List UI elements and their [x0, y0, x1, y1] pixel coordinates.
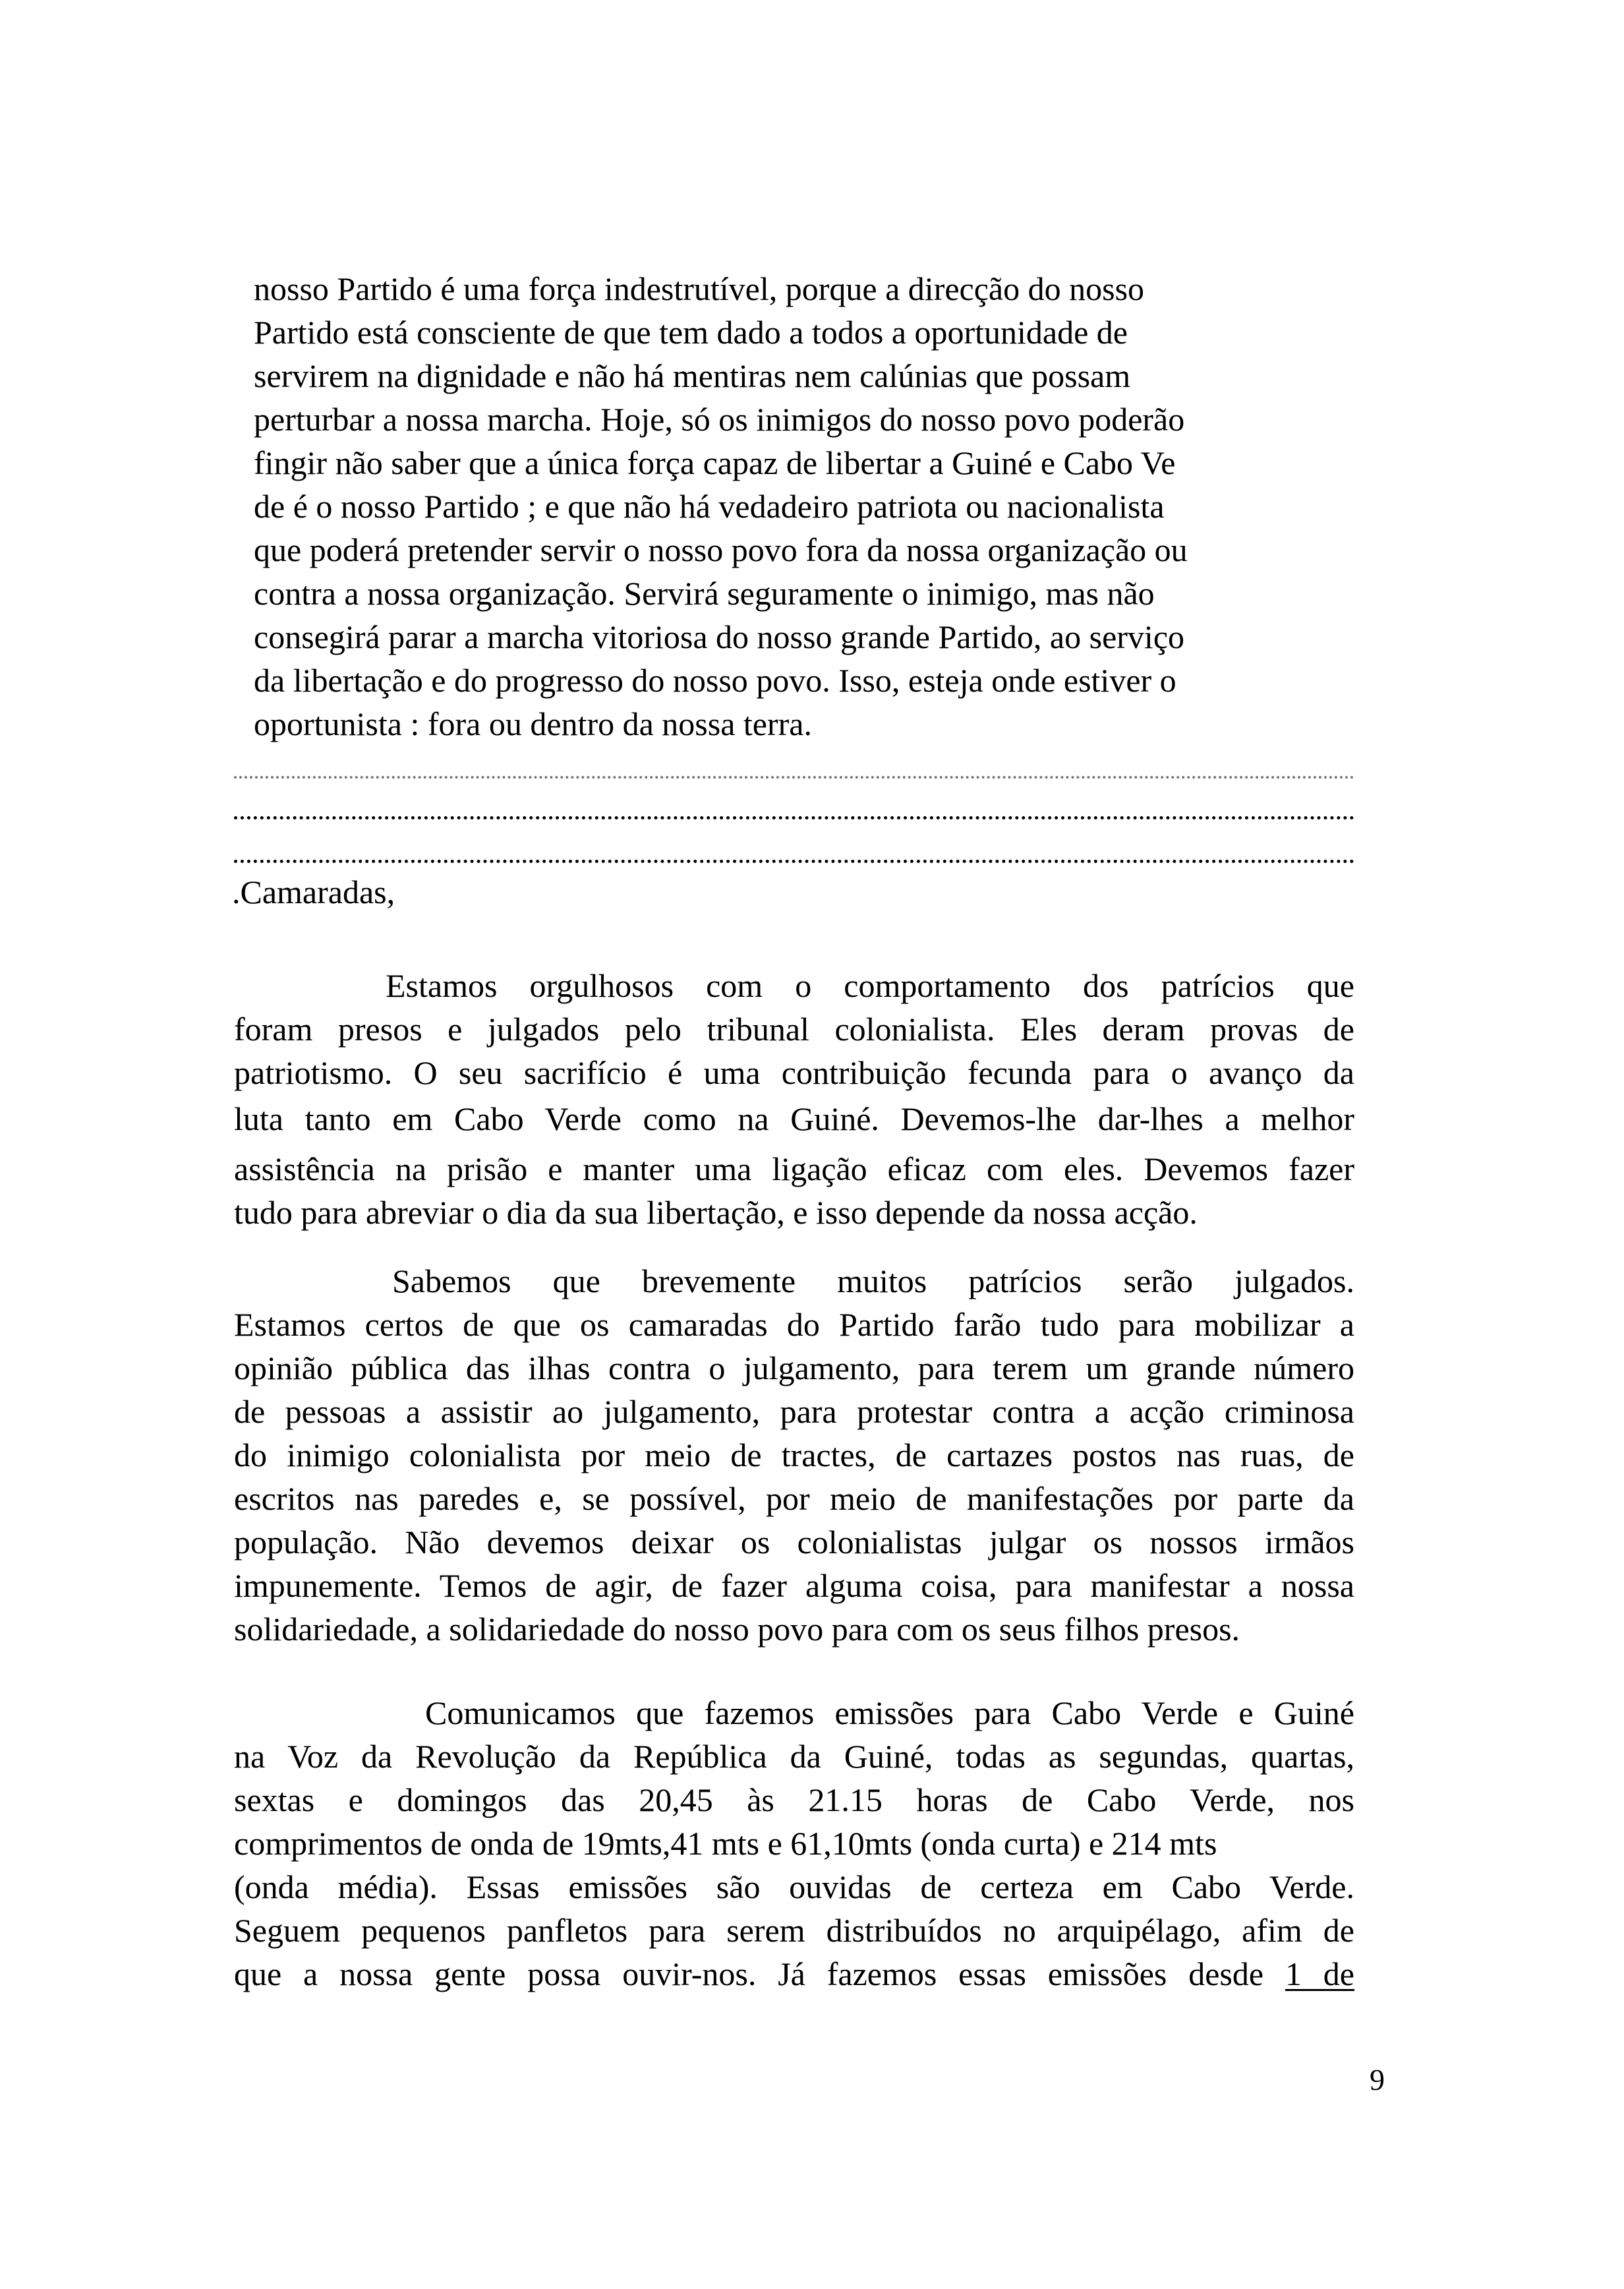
text-line: Sabemos que brevemente muitos patrícios serão julgados.: [392, 1263, 1354, 1299]
page-number: 9: [1370, 2063, 1385, 2096]
dotted-separator: [234, 776, 1354, 783]
text-line: consegirá parar a marcha vitoriosa do nosso grande Partido, ao serviço: [254, 618, 1185, 655]
dotted-separator: [234, 860, 1354, 867]
text-line: de pessoas a assistir ao julgamento, para protestar contra a acção criminosa: [234, 1393, 1354, 1430]
text-line: da libertação e do progresso do nosso povo. Isso, esteja onde estiver o: [254, 662, 1176, 699]
text-line: servirem na dignidade e não há mentiras nem calúnias que possam: [254, 357, 1131, 394]
text-line: fingir não saber que a única força capaz de libertar a Guiné e Cabo Ve: [254, 444, 1176, 481]
text-line: Seguem pequenos panfletos para serem distribuídos no arquipélago, afim de: [234, 1912, 1354, 1949]
text-line: Estamos orgulhosos com o comportamento dos patrícios que: [386, 967, 1354, 1004]
salutation: .Camaradas,: [232, 874, 395, 910]
text-line: sextas e domingos das 20,45 às 21.15 horas de Cabo Verde, nos: [234, 1781, 1354, 1818]
text-line: (onda média). Essas emissões são ouvidas de certeza em Cabo Verde.: [234, 1868, 1354, 1905]
text-line: solidariedade, a solidariedade do nosso povo para com os seus filhos presos.: [234, 1611, 1240, 1648]
text-line: Estamos certos de que os camaradas do Partido farão tudo para mobilizar a: [234, 1306, 1354, 1343]
text-line: foram presos e julgados pelo tribunal colonialista. Eles deram provas de: [234, 1011, 1354, 1048]
text-line: [234, 1952, 1354, 1996]
text-line: assistência na prisão e manter uma ligação eficaz com eles. Devemos fazer: [234, 1150, 1354, 1187]
text-line: impunemente. Temos de agir, de fazer alguma coisa, para manifestar a nossa: [234, 1567, 1354, 1604]
text-line: nosso Partido é uma força indestrutível, porque a direcção do nosso: [254, 270, 1145, 307]
text-line: Comunicamos que fazemos emissões para Cabo Verde e Guiné: [425, 1694, 1354, 1731]
text-line: Partido está consciente de que tem dado a todos a oportunidade de: [254, 314, 1128, 351]
text-line: opinião pública das ilhas contra o julgamento, para terem um grande número: [234, 1350, 1354, 1386]
text-line: que poderá pretender servir o nosso povo fora da nossa organização ou: [254, 531, 1188, 568]
dotted-separator: [234, 816, 1354, 823]
text-line: escritos nas paredes e, se possível, por meio de manifestações por parte da: [234, 1480, 1354, 1517]
text-fragment: que a nossa gente possa ouvir-nos. Já fazemos essas emissões desde: [234, 1955, 1285, 1992]
text-line: do inimigo colonialista por meio de tractes, de cartazes postos nas ruas, de: [234, 1437, 1354, 1473]
text-line: de é o nosso Partido ; e que não há vedadeiro patriota ou nacionalista: [254, 488, 1165, 525]
text-line: perturbar a nossa marcha. Hoje, só os inimigos do nosso povo poderão: [254, 401, 1185, 438]
text-line: patriotismo. O seu sacrifício é uma contribuição fecunda para o avanço da: [234, 1054, 1354, 1091]
text-line: tudo para abreviar o dia da sua libertação, e isso depende da nossa acção.: [234, 1194, 1198, 1231]
text-line: na Voz da Revolução da República da Guiné, todas as segundas, quartas,: [234, 1738, 1354, 1775]
text-line: população. Não devemos deixar os colonialistas julgar os nossos irmãos: [234, 1524, 1354, 1561]
text-line: luta tanto em Cabo Verde como na Guiné. Devemos-lhe dar-lhes a melhor: [234, 1100, 1354, 1137]
underlined-date-fragment: 1 de: [1285, 1955, 1354, 1992]
text-line: comprimentos de onda de 19mts,41 mts e 61,10mts (onda curta) e 214 mts: [234, 1825, 1217, 1862]
text-line: contra a nossa organização. Servirá seguramente o inimigo, mas não: [254, 575, 1155, 612]
text-line: oportunista : fora ou dentro da nossa terra.: [254, 705, 812, 742]
